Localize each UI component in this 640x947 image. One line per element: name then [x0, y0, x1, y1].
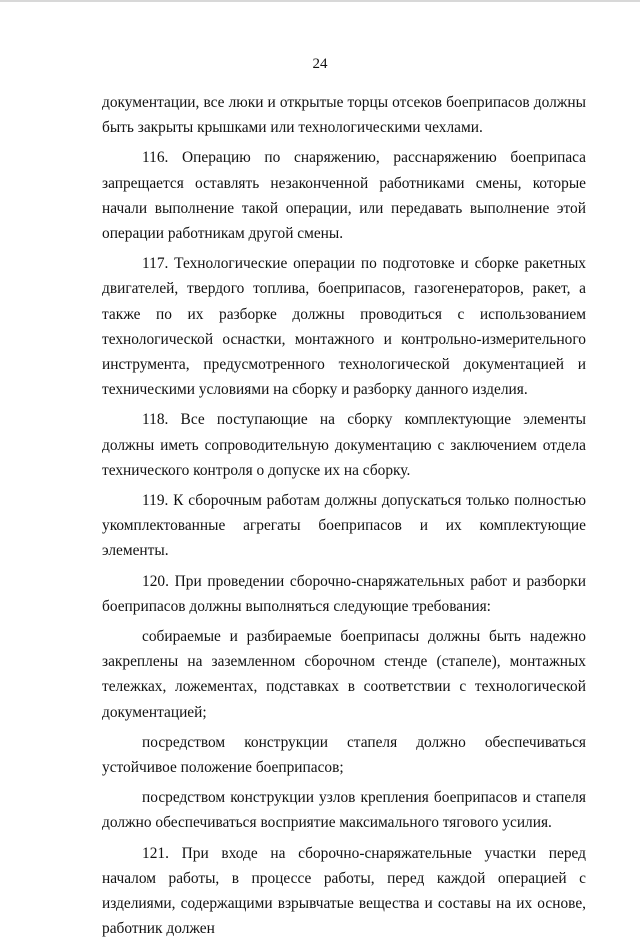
- document-body: [102, 90, 586, 947]
- paragraph-117: 117. Технологические операции по подготовке и сборке ракетных двигателей, твердого топлива, боеприпасов, газогенераторов, ракет, а также по их разборке должны проводиться с использованием технологической оснастки, монтажного и контрольно-измерительного инструмента, предусмотренного технологической документацией и техническими условиями на сборку и разборку данного изделия.: [102, 255, 586, 399]
- paragraph-continuation: документации, все люки и открытые торцы отсеков боеприпасов должны быть закрыты крышками или технологическими чехлами.: [102, 94, 586, 137]
- page-number: 24: [312, 56, 328, 72]
- top-scan-edge: [0, 0, 640, 2]
- paragraph-119: 119. К сборочным работам должны допускаться только полностью укомплектованные агрегаты боеприпасов и их комплектующие элементы.: [102, 492, 586, 560]
- paragraph-116: 116. Операцию по снаряжению, расснаряжению боеприпаса запрещается оставлять незаконченной работниками смены, которые начали выполнение такой операции, или передавать выполнение этой операции работникам другой смены.: [102, 149, 586, 243]
- paragraph-120: 120. При проведении сборочно-снаряжательных работ и разборки боеприпасов должны выполняться следующие требования:: [102, 572, 586, 615]
- requirement-item-3: посредством конструкции узлов крепления боеприпасов и стапеля должно обеспечиваться восприятие максимального тягового усилия.: [102, 789, 586, 832]
- paragraph-118: 118. Все поступающие на сборку комплектующие элементы должны иметь сопроводительную документацию с заключением отдела технического контроля о допуске их на сборку.: [102, 411, 586, 479]
- paragraph-121: 121. При входе на сборочно-снаряжательные участки перед началом работы, в процессе работы, перед каждой операцией с изделиями, содержащими взрывчатые вещества и составы на их основе, работник должен: [102, 844, 586, 938]
- requirement-item-1: собираемые и разбираемые боеприпасы должны быть надежно закреплены на заземленном сборочном стенде (стапеле), монтажных тележках, ложементах, подставках в соответствии с технологической документацией;: [102, 628, 586, 721]
- requirement-item-2: посредством конструкции стапеля должно обеспечиваться устойчивое положение боеприпасов;: [102, 733, 586, 777]
